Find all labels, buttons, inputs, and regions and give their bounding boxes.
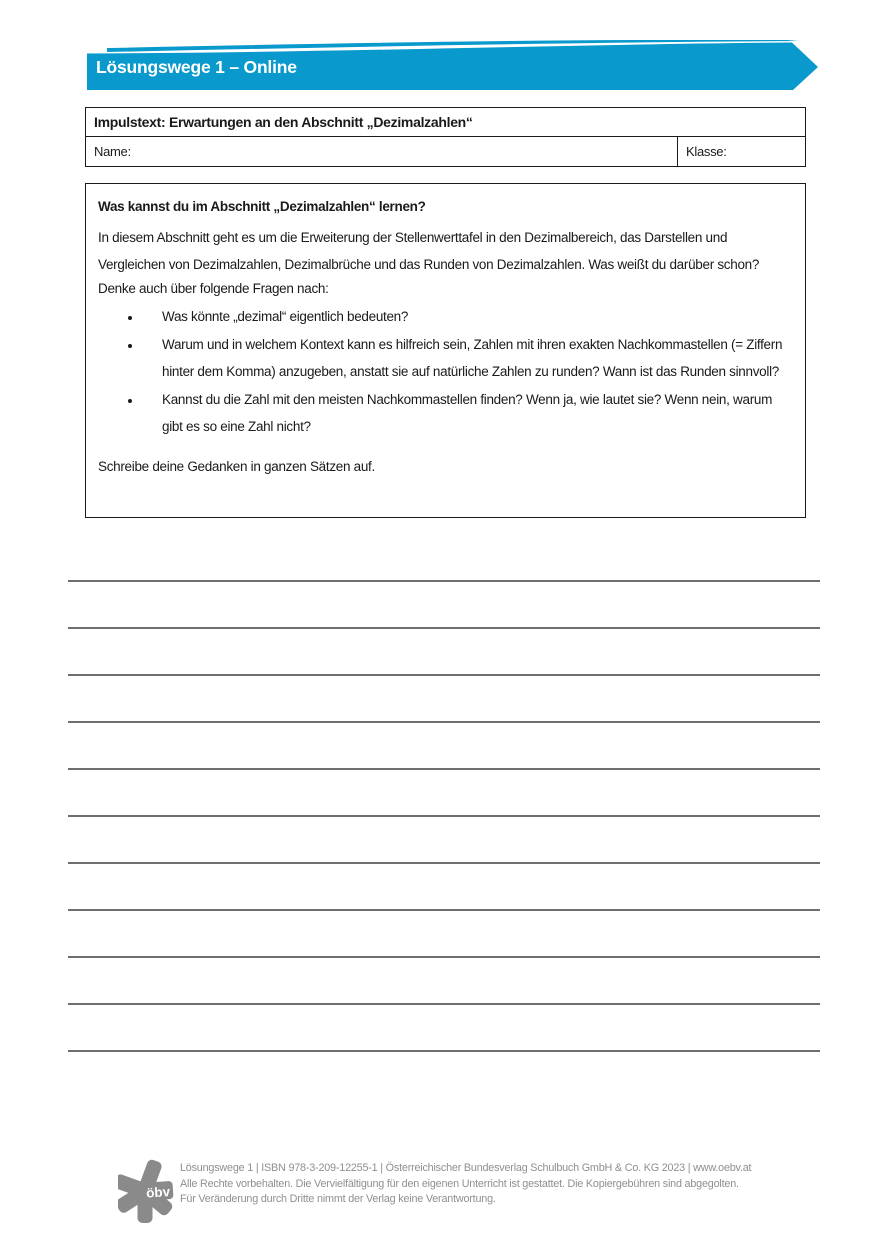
bullet-item: • Was könnte „dezimal“ eigentlich bedeuten? (142, 303, 793, 331)
writing-line[interactable] (68, 582, 820, 629)
writing-line[interactable] (68, 958, 820, 1005)
worksheet-header-table (85, 107, 806, 167)
info-heading: Was kannst du im Abschnitt „Dezimalzahlen“ lernen? (98, 199, 426, 214)
bullet-item: • Warum und in welchem Kontext kann es hilfreich sein, Zahlen mit ihren exakten Nachkommastellen (= Ziffern hinter dem Komma) anzugeben, anstatt sie auf natürliche Zahlen zu runden? Wann ist das Runden sinnvoll? (142, 331, 793, 386)
brand-banner (87, 40, 818, 90)
writing-line[interactable] (68, 676, 820, 723)
footer-imprint-line: Alle Rechte vorbehalten. Die Vervielfältigung für den eigenen Unterricht ist gestattet. Die Kopiergebühren sind abgegolten. (180, 1177, 739, 1190)
klasse-field[interactable] (677, 137, 805, 166)
info-prompt: Denke auch über folgende Fragen nach: (98, 280, 329, 296)
klasse-field-label: Klasse: (686, 144, 727, 159)
banner-title: Lösungswege 1 – Online (96, 57, 297, 77)
writing-line[interactable] (68, 770, 820, 817)
writing-line[interactable] (68, 864, 820, 911)
info-intro: In diesem Abschnitt geht es um die Erweiterung der Stellenwerttafel in den Dezimalbereich, das Darstellen und Vergleichen von Dezimalzahlen, Dezimalbrüche und das Runden von Dezimalzahlen. Was weißt du darüber schon? (98, 229, 760, 272)
footer-imprint-line: Für Veränderung durch Dritte nimmt der Verlag keine Verantwortung. (180, 1193, 496, 1205)
name-field-label: Name: (94, 144, 131, 159)
writing-line[interactable] (68, 817, 820, 864)
footer (118, 1155, 818, 1225)
name-field[interactable] (86, 137, 677, 166)
writing-line[interactable] (68, 911, 820, 958)
worksheet-title: Impulstext: Erwartungen an den Abschnitt „Dezimalzahlen“ (86, 108, 805, 137)
info-box (85, 183, 806, 518)
oebv-logo-icon (118, 1155, 178, 1225)
writing-line[interactable] (68, 629, 820, 676)
header-fields-row (86, 137, 805, 166)
writing-line[interactable] (68, 723, 820, 770)
bullet-item: • Kannst du die Zahl mit den meisten Nachkommastellen finden? Wenn ja, wie lautet sie? Wenn nein, warum gibt es so eine Zahl nicht? (142, 386, 793, 441)
oebv-logo-text: öbv (145, 1184, 171, 1201)
info-closing: Schreibe deine Gedanken in ganzen Sätzen auf. (98, 458, 375, 474)
writing-line[interactable] (68, 535, 820, 582)
footer-imprint (180, 1155, 751, 1225)
bullet-list (98, 303, 793, 441)
writing-line[interactable] (68, 1005, 820, 1052)
writing-area (68, 535, 820, 1052)
footer-imprint-line: Lösungswege 1 | ISBN 978-3-209-12255-1 | Österreichischer Bundesverlag Schulbuch GmbH & Co. KG 2023 | www.oebv.at (180, 1162, 752, 1174)
